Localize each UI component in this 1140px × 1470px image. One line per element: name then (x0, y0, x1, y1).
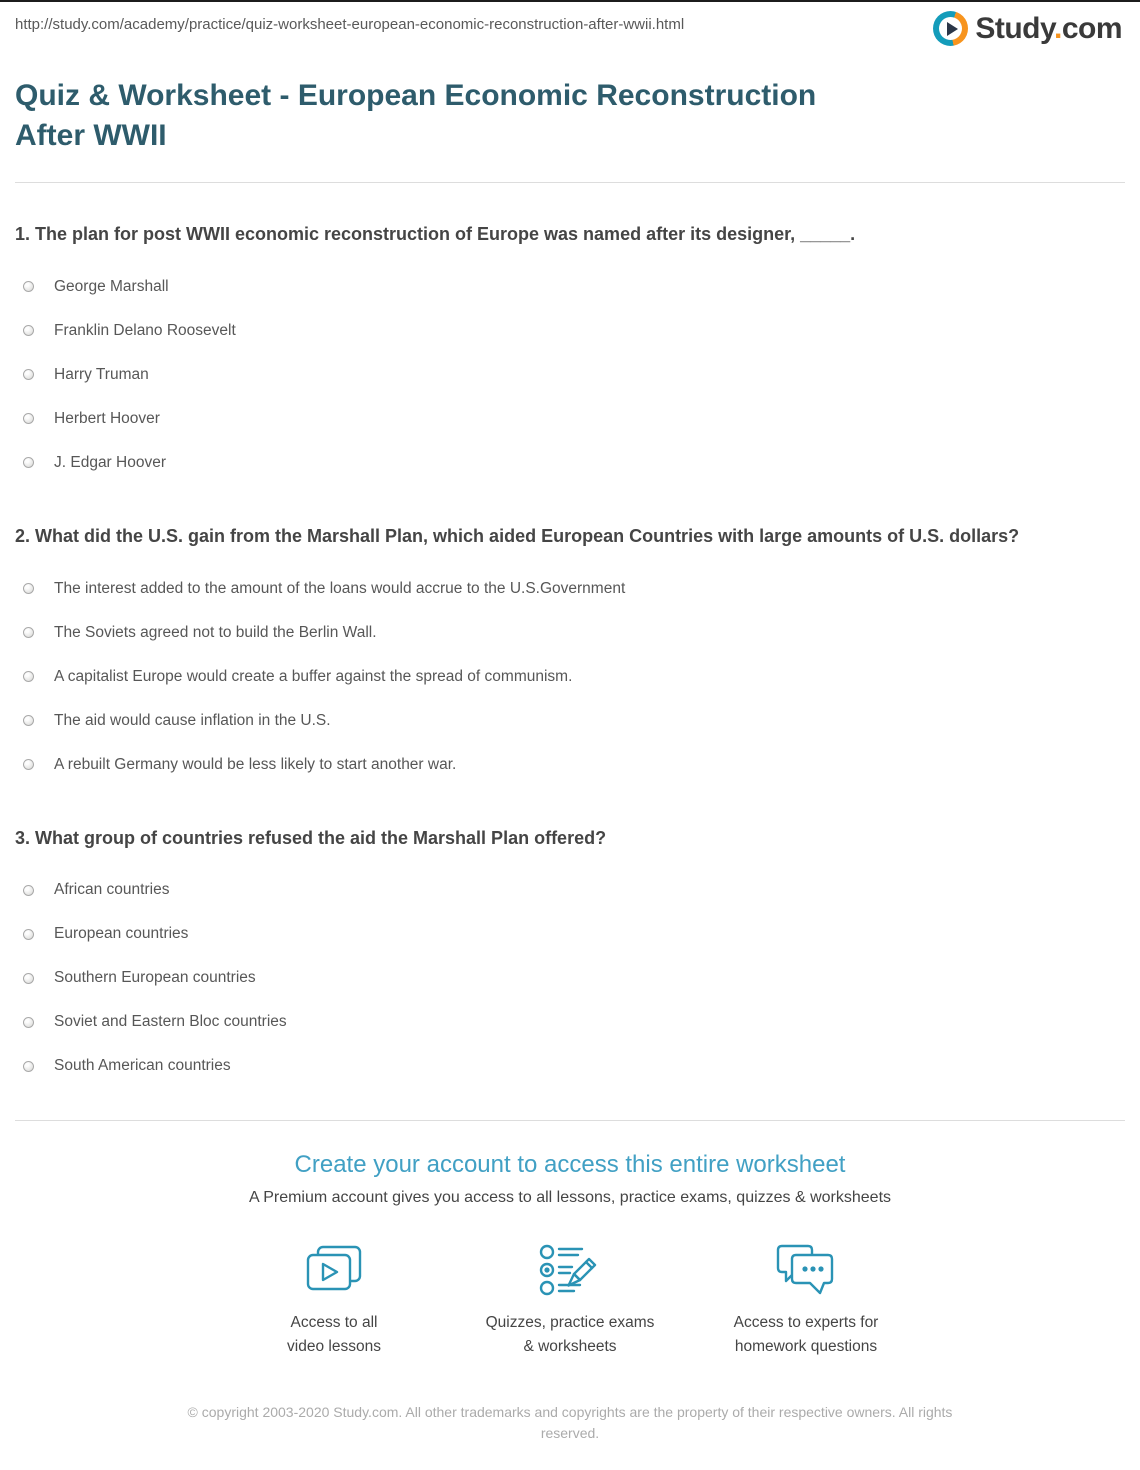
cta-heading: Create your account to access this entire worksheet (294, 1151, 846, 1179)
experts-chat-icon (774, 1243, 838, 1299)
question-1-option-2[interactable] (15, 309, 1125, 353)
radio-button[interactable] (23, 929, 34, 940)
video-lessons-icon (302, 1243, 366, 1299)
radio-button[interactable] (23, 885, 34, 896)
option-label: Southern European countries (54, 969, 256, 987)
question-3-option-2[interactable] (15, 912, 1125, 956)
divider (15, 182, 1125, 183)
page-header (0, 2, 1140, 64)
question-2-option-3[interactable] (15, 655, 1125, 699)
page-title: Quiz & Worksheet - European Economic Reconstruction After WWII (15, 79, 817, 152)
feature-label: Quizzes, practice exams & worksheets (485, 1314, 655, 1355)
question-1 (15, 221, 1125, 485)
quizzes-worksheets-icon (537, 1243, 603, 1299)
radio-button[interactable] (23, 1061, 34, 1072)
question-2-option-2[interactable] (15, 611, 1125, 655)
feature-expert-help (711, 1243, 901, 1358)
page-url: http://study.com/academy/practice/quiz-worksheet-european-economic-reconstruction-after-wwii.html (15, 16, 685, 33)
option-label: African countries (54, 881, 170, 899)
question-1-option-4[interactable] (15, 397, 1125, 441)
question-1-option-5[interactable] (15, 441, 1125, 485)
divider (15, 1120, 1125, 1121)
question-1-option-1[interactable] (15, 265, 1125, 309)
option-label: South American countries (54, 1057, 231, 1075)
radio-button[interactable] (23, 627, 34, 638)
question-3-option-1[interactable] (15, 868, 1125, 912)
question-3 (15, 825, 1125, 1089)
option-label: The Soviets agreed not to build the Berlin Wall. (54, 623, 377, 641)
question-2-option-4[interactable] (15, 699, 1125, 743)
radio-button[interactable] (23, 325, 34, 336)
question-2-text: 2. What did the U.S. gain from the Marshall Plan, which aided European Countries with large amounts of U.S. dollars? (15, 525, 1020, 546)
option-label: Franklin Delano Roosevelt (54, 321, 236, 339)
question-1-options (15, 265, 1125, 485)
studycom-logo[interactable] (933, 11, 1122, 46)
cta-section (0, 1151, 1140, 1470)
quiz-body (0, 221, 1140, 1089)
option-label: Soviet and Eastern Bloc countries (54, 1013, 287, 1031)
feature-label: Access to experts for homework questions (733, 1314, 879, 1355)
radio-button[interactable] (23, 413, 34, 424)
question-2-options (15, 567, 1125, 787)
question-2-option-5[interactable] (15, 743, 1125, 787)
copyright-text: © copyright 2003-2020 Study.com. All other trademarks and copyrights are the property of their respective owners. All rights reserved. (187, 1403, 953, 1441)
question-3-option-4[interactable] (15, 1000, 1125, 1044)
feature-quizzes-worksheets (475, 1243, 665, 1358)
radio-button[interactable] (23, 457, 34, 468)
studycom-play-icon (933, 11, 968, 46)
option-label: Herbert Hoover (54, 409, 160, 427)
radio-button[interactable] (23, 671, 34, 682)
feature-list (0, 1243, 1140, 1358)
question-2 (15, 523, 1125, 787)
option-label: European countries (54, 925, 189, 943)
feature-label: Access to all video lessons (287, 1314, 381, 1355)
question-3-option-3[interactable] (15, 956, 1125, 1000)
option-label: Harry Truman (54, 365, 149, 383)
radio-button[interactable] (23, 973, 34, 984)
option-label: The interest added to the amount of the loans would accrue to the U.S.Government (54, 579, 626, 597)
question-3-option-5[interactable] (15, 1044, 1125, 1088)
radio-button[interactable] (23, 759, 34, 770)
option-label: A rebuilt Germany would be less likely to start another war. (54, 755, 457, 773)
option-label: George Marshall (54, 277, 169, 295)
question-3-text: 3. What group of countries refused the aid the Marshall Plan offered? (15, 827, 607, 848)
option-label: A capitalist Europe would create a buffer against the spread of communism. (54, 667, 573, 685)
studycom-logo-text: Study.com (975, 11, 1122, 45)
question-1-option-3[interactable] (15, 353, 1125, 397)
question-3-options (15, 868, 1125, 1088)
play-triangle-icon (947, 22, 958, 36)
question-2-option-1[interactable] (15, 567, 1125, 611)
radio-button[interactable] (23, 281, 34, 292)
option-label: The aid would cause inflation in the U.S. (54, 711, 331, 729)
feature-video-lessons (239, 1243, 429, 1358)
option-label: J. Edgar Hoover (54, 453, 166, 471)
radio-button[interactable] (23, 1017, 34, 1028)
question-1-text: 1. The plan for post WWII economic reconstruction of Europe was named after its designer, _____. (15, 223, 856, 244)
radio-button[interactable] (23, 583, 34, 594)
cta-subheading: A Premium account gives you access to all lessons, practice exams, quizzes & worksheets (248, 1189, 892, 1207)
radio-button[interactable] (23, 369, 34, 380)
radio-button[interactable] (23, 715, 34, 726)
